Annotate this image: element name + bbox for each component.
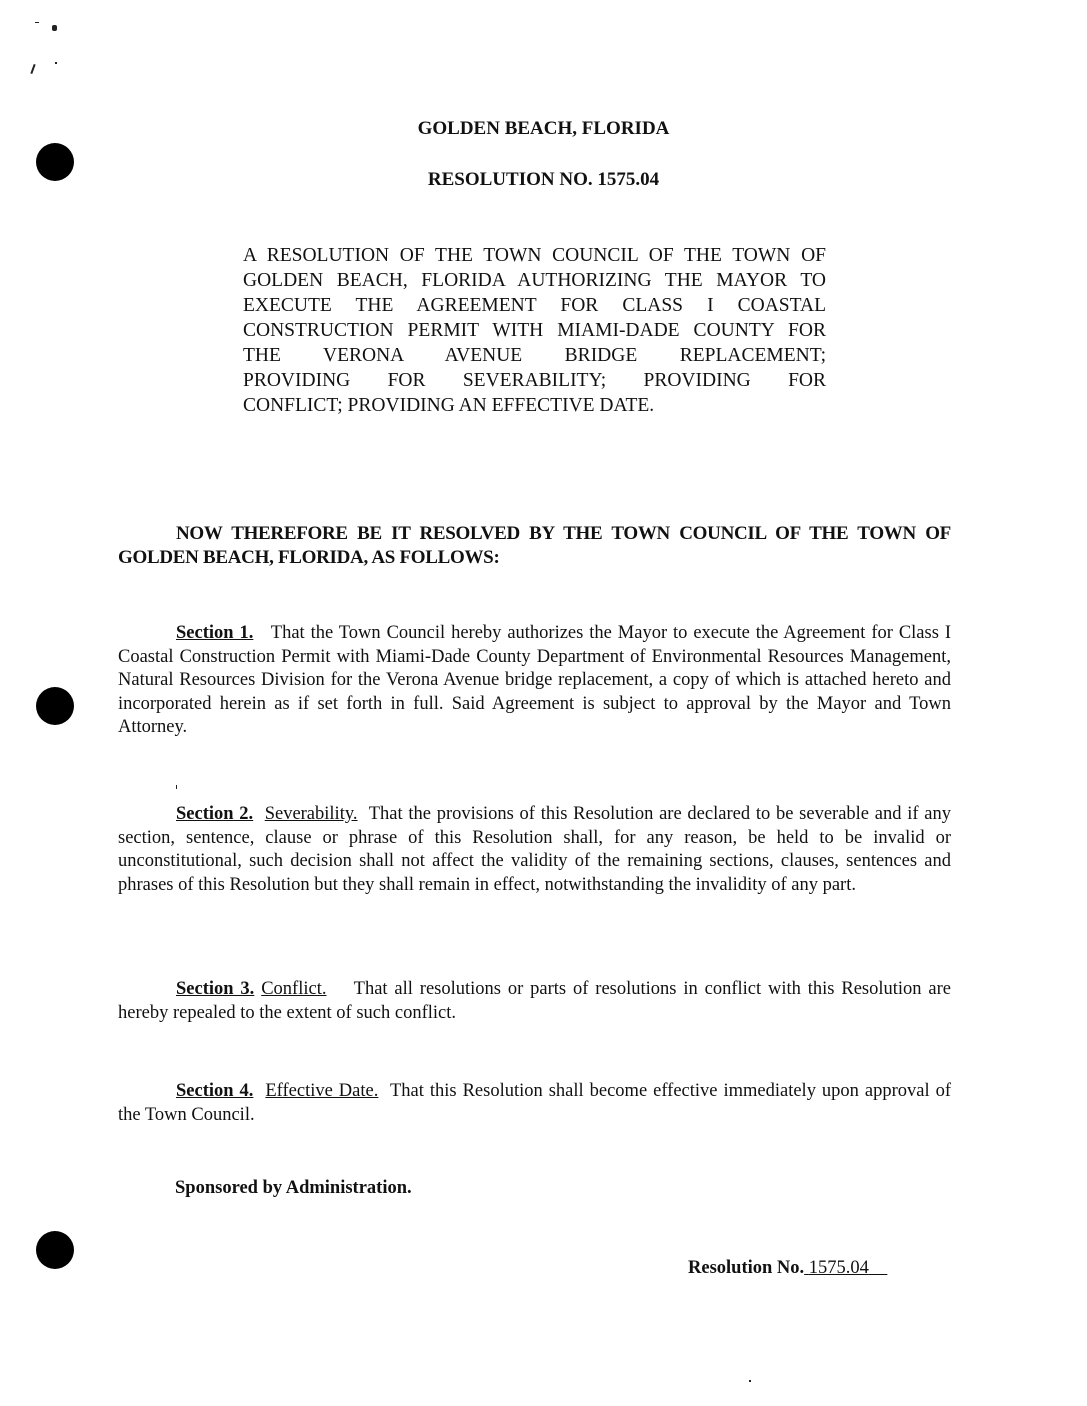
resolved-clause: NOW THEREFORE BE IT RESOLVED BY THE TOWN COUNCIL OF THE TOWN OF GOLDEN BEACH, FLORIDA, AS FOLLOWS: <box>118 523 951 568</box>
abstract-line: CONSTRUCTION PERMIT WITH MIAMI-DADE COUNTY FOR <box>243 320 826 341</box>
scan-speck <box>749 1380 751 1382</box>
scan-speck <box>30 64 35 74</box>
footer-number: 1575.04 <box>808 1258 869 1278</box>
resolution-title: RESOLUTION NO. 1575.04 <box>427 169 660 190</box>
section-text: That the Town Council hereby authorizes the Mayor to execute the Agreement for Class I Coastal Construction Permit with Miami-Dade County Department of Environmental Resources Management, Natural Resources Division for the Verona Avenue bridge replacement, a copy of which is attached hereto and incorporated herein as if set forth in full. Said Agreement is subject to approval by the Mayor and Town Attorney. <box>118 623 951 737</box>
abstract-line: EXECUTE THE AGREEMENT FOR CLASS I COASTAL <box>243 295 826 316</box>
section-title: Severability. <box>264 804 358 824</box>
scan-speck <box>176 785 177 789</box>
section-2 <box>118 803 951 897</box>
section-text: That this Resolution shall become effective immediately upon approval of the Town Council. <box>118 1081 952 1125</box>
section-text: That all resolutions or parts of resolutions in conflict with this Resolution are hereby repealed to the extent of such conflict. <box>118 979 952 1023</box>
section-1 <box>118 622 951 740</box>
footer-underline <box>869 1258 888 1278</box>
abstract-line: A RESOLUTION OF THE TOWN COUNCIL OF THE TOWN OF <box>243 245 826 266</box>
punch-hole <box>36 1231 74 1269</box>
scan-speck <box>35 22 39 23</box>
scan-speck <box>52 25 57 31</box>
footer-resolution-number <box>688 1258 887 1279</box>
footer-label: Resolution No. <box>688 1258 805 1278</box>
section-title: Effective Date. <box>265 1081 379 1101</box>
abstract-line: CONFLICT; PROVIDING AN EFFECTIVE DATE. <box>243 395 655 416</box>
section-label: Section 3. <box>176 979 255 999</box>
section-label: Section 2. <box>176 804 254 824</box>
section-label: Section 1. <box>176 623 254 643</box>
section-title: Conflict. <box>261 979 327 999</box>
section-label: Section 4. <box>176 1081 254 1101</box>
sponsor-line: Sponsored by Administration. <box>175 1178 412 1198</box>
abstract-line: PROVIDING FOR SEVERABILITY; PROVIDING FOR <box>243 370 826 391</box>
section-4 <box>118 1080 951 1127</box>
abstract-line: THE VERONA AVENUE BRIDGE REPLACEMENT; <box>243 345 826 366</box>
abstract-line: GOLDEN BEACH, FLORIDA AUTHORIZING THE MAYOR TO <box>243 270 826 291</box>
scan-speck <box>55 62 57 64</box>
section-3 <box>118 978 951 1025</box>
punch-hole <box>36 687 74 725</box>
municipality-heading: GOLDEN BEACH, FLORIDA <box>417 118 670 139</box>
resolution-abstract <box>243 243 826 418</box>
section-text: That the provisions of this Resolution are declared to be severable and if any section, sentence, clause or phrase of this Resolution shall, for any reason, be held to be invalid or unconstitutional, such decision shall not affect the validity of the remaining sections, clauses, sentences and phrases of this Resolution but they shall remain in effect, notwithstanding the invalidity of any part. <box>118 804 951 895</box>
